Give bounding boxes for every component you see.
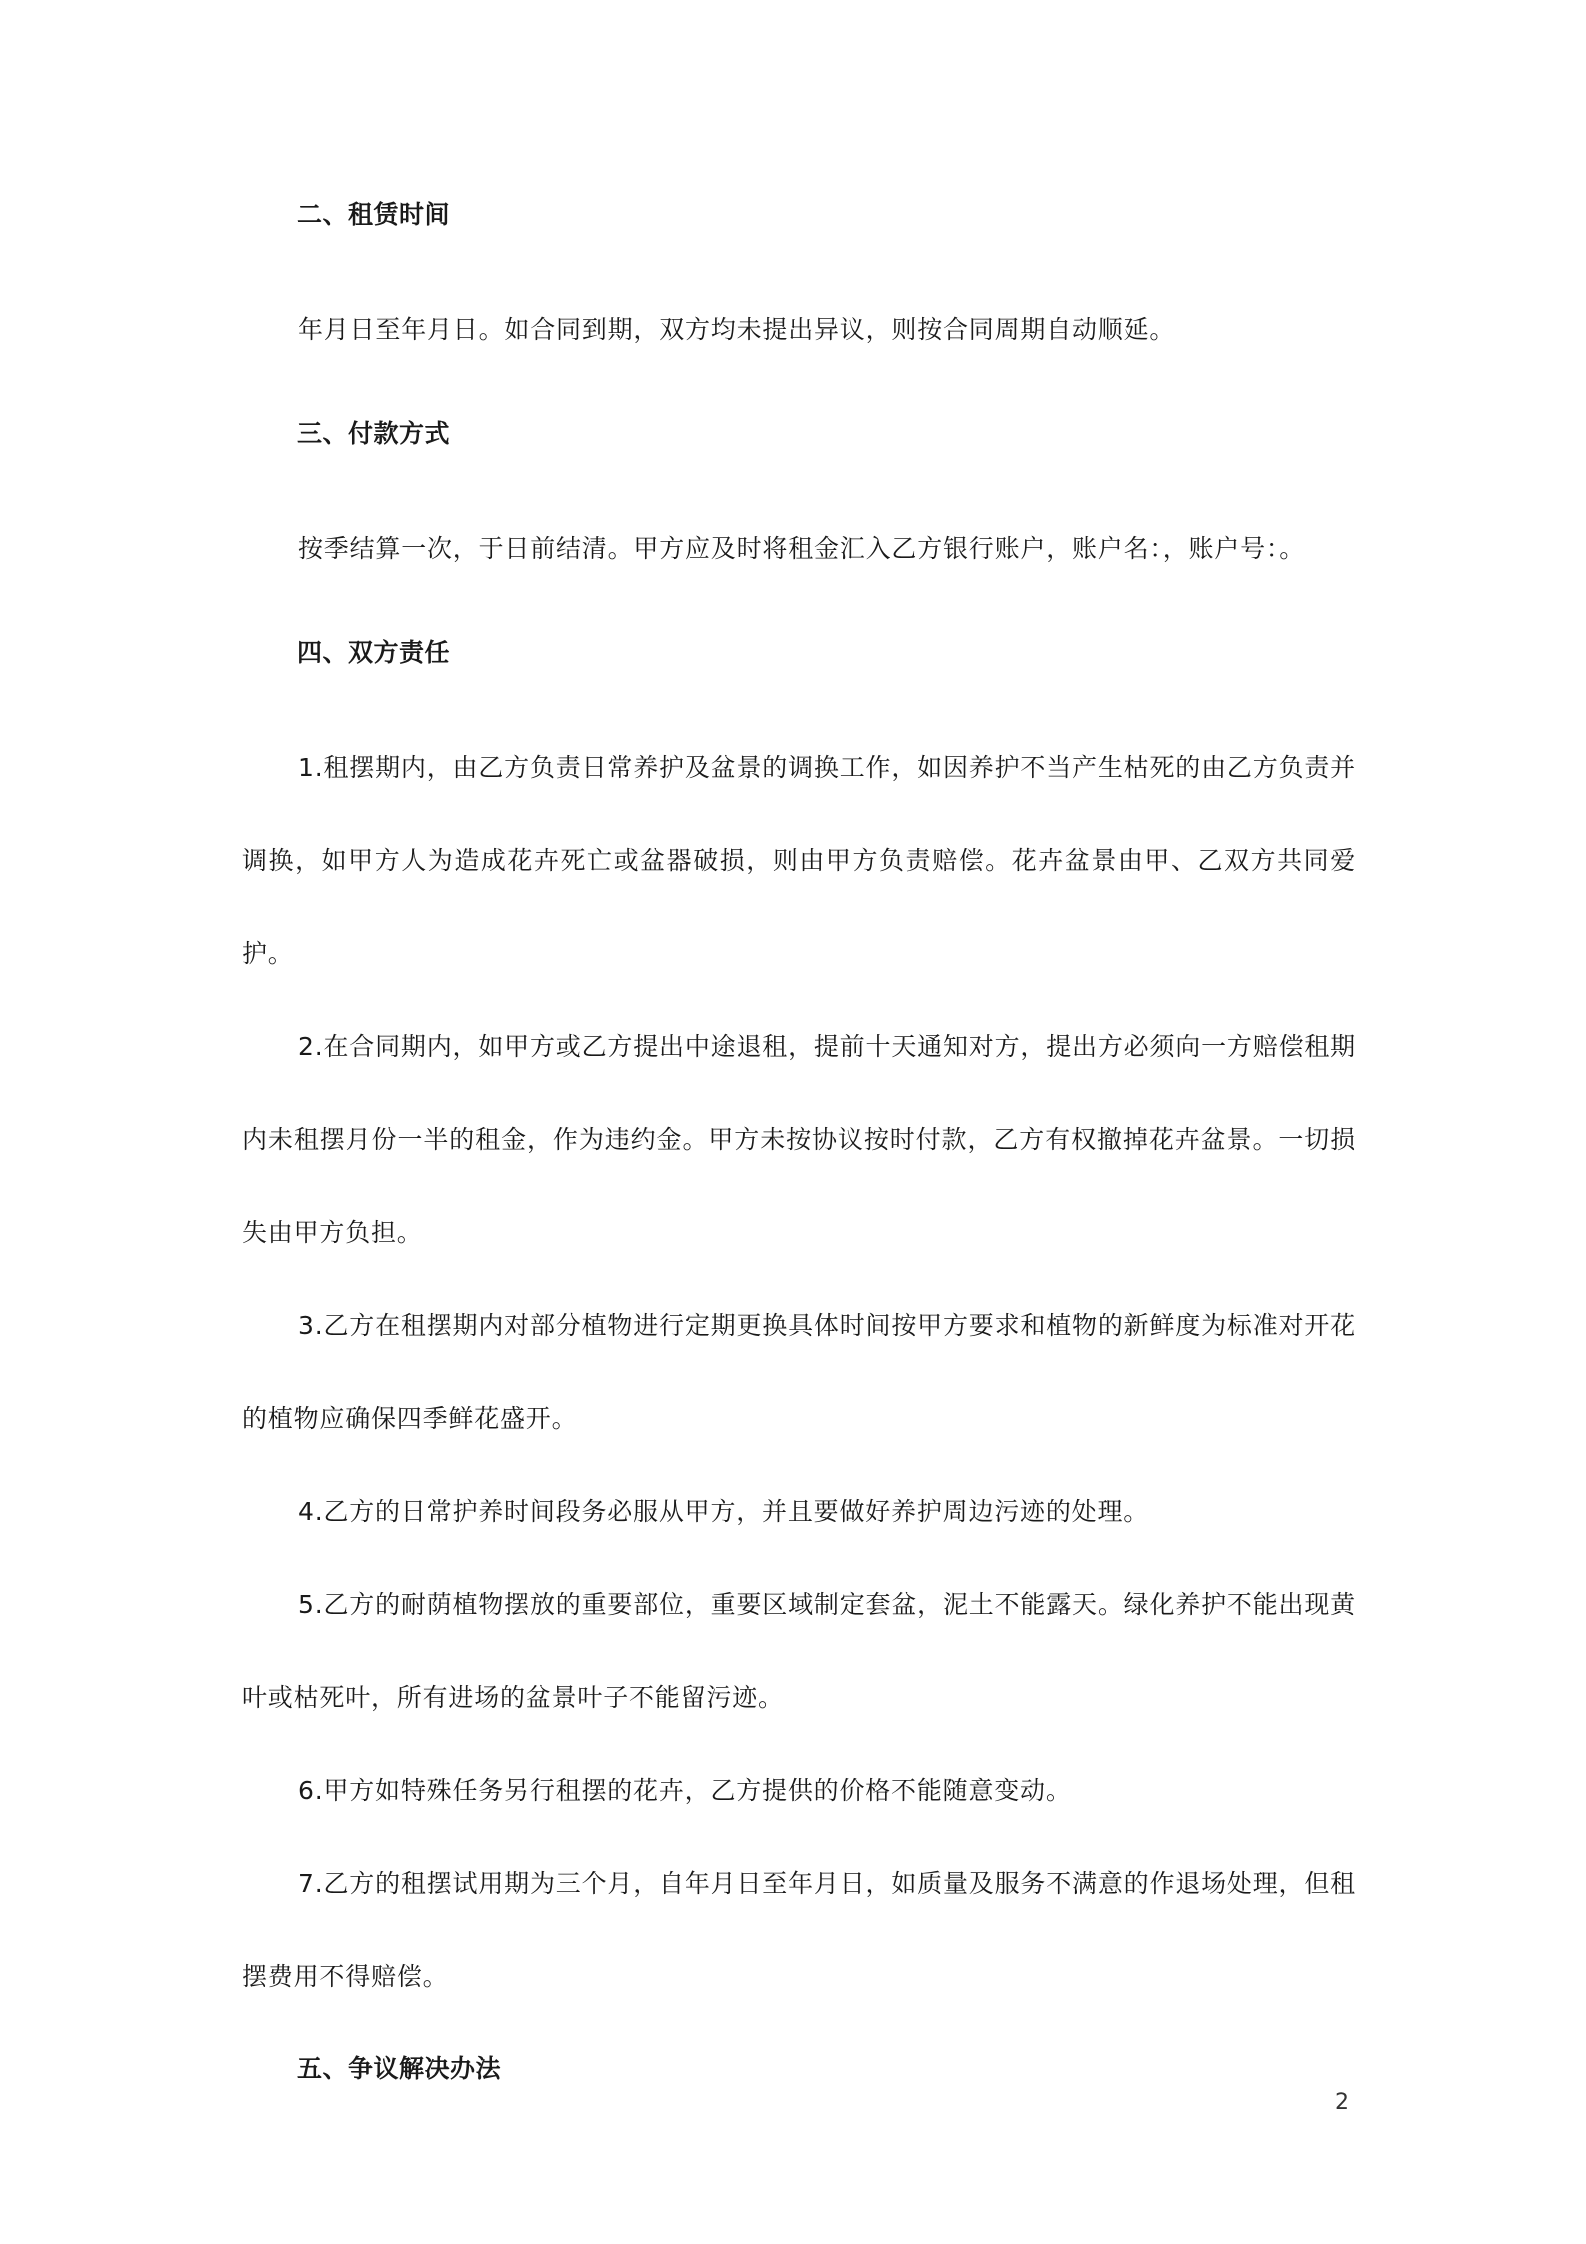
section-heading-lease-time: 二、租赁时间 <box>297 200 451 229</box>
responsibility-item-3: 3.乙方在租摆期内对部分植物进行定期更换具体时间按甲方要求和植物的新鲜度为标准对开花的植物应确保四季鲜花盛开。 <box>242 1311 1356 1433</box>
responsibility-item-5: 5.乙方的耐荫植物摆放的重要部位，重要区域制定套盆，泥土不能露天。绿化养护不能出现黄叶或枯死叶，所有进场的盆景叶子不能留污迹。 <box>242 1590 1356 1712</box>
paragraph-payment: 按季结算一次，于日前结清。甲方应及时将租金汇入乙方银行账户，账户名：，账户号：。 <box>298 534 1306 563</box>
section-heading-payment: 三、付款方式 <box>297 419 451 448</box>
responsibility-item-1: 1.租摆期内，由乙方负责日常养护及盆景的调换工作，如因养护不当产生枯死的由乙方负责并调换，如甲方人为造成花卉死亡或盆器破损，则由甲方负责赔偿。花卉盆景由甲、乙双方共同爱护。 <box>242 753 1356 968</box>
page-number: 2 <box>1335 2090 1349 2115</box>
section-heading-dispute: 五、争议解决办法 <box>297 2054 502 2083</box>
responsibility-item-7: 7.乙方的租摆试用期为三个月，自年月日至年月日，如质量及服务不满意的作退场处理，但租摆费用不得赔偿。 <box>242 1869 1356 1991</box>
responsibility-item-6: 6.甲方如特殊任务另行租摆的花卉，乙方提供的价格不能随意变动。 <box>298 1776 1072 1805</box>
paragraph-lease-time: 年月日至年月日。如合同到期，双方均未提出异议，则按合同周期自动顺延。 <box>298 315 1176 344</box>
responsibility-item-2: 2.在合同期内，如甲方或乙方提出中途退租，提前十天通知对方，提出方必须向一方赔偿租期内未租摆月份一半的租金，作为违约金。甲方未按协议按时付款，乙方有权撤掉花卉盆景。一切损失由甲方负担。 <box>242 1032 1356 1247</box>
responsibility-item-4: 4.乙方的日常护养时间段务必服从甲方，并且要做好养护周边污迹的处理。 <box>298 1497 1150 1526</box>
document-body <box>242 199 1356 2085</box>
section-heading-responsibilities: 四、双方责任 <box>297 638 451 667</box>
